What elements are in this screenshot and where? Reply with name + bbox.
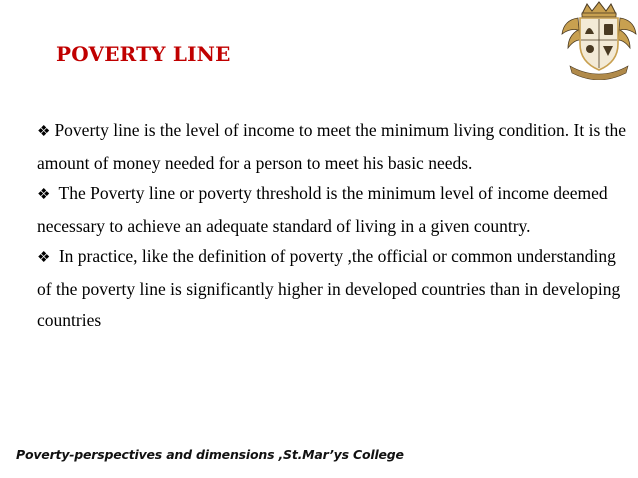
crest-crown (582, 2, 616, 14)
diamond-bullet-icon: ❖ (37, 250, 51, 267)
bullet-paragraph-3 (37, 241, 627, 335)
slide-title: POVERTY LINE (56, 42, 231, 66)
diamond-bullet-icon: ❖ (37, 124, 51, 140)
crest-graphic (560, 0, 638, 80)
crest-left-wing (562, 18, 580, 48)
bullet-paragraph-2 (37, 178, 627, 241)
slide-footer: Poverty-perspectives and dimensions ,St.Mar’ys College (16, 447, 404, 462)
crest-emblem-bl (586, 45, 594, 53)
crest-emblem-tr (604, 24, 613, 35)
bullet-paragraph-1 (37, 115, 627, 178)
slide-body (37, 115, 627, 335)
college-crest-icon (560, 0, 638, 80)
crest-right-wing (618, 18, 636, 48)
paragraph-text: The Poverty line or poverty threshold is the minimum level of income deemed necessary to achieve an adequate standard of living in a given country. (37, 183, 608, 236)
paragraph-text: Poverty line is the level of income to meet the minimum living condition. It is the amount of money needed for a person to meet his basic needs. (37, 120, 627, 173)
paragraph-text: In practice, like the definition of poverty ,the official or common understanding of the poverty line is significantly higher in developed countries than in developing countries (37, 246, 621, 330)
diamond-bullet-icon: ❖ (37, 187, 51, 204)
crest-crown-band (582, 13, 616, 17)
